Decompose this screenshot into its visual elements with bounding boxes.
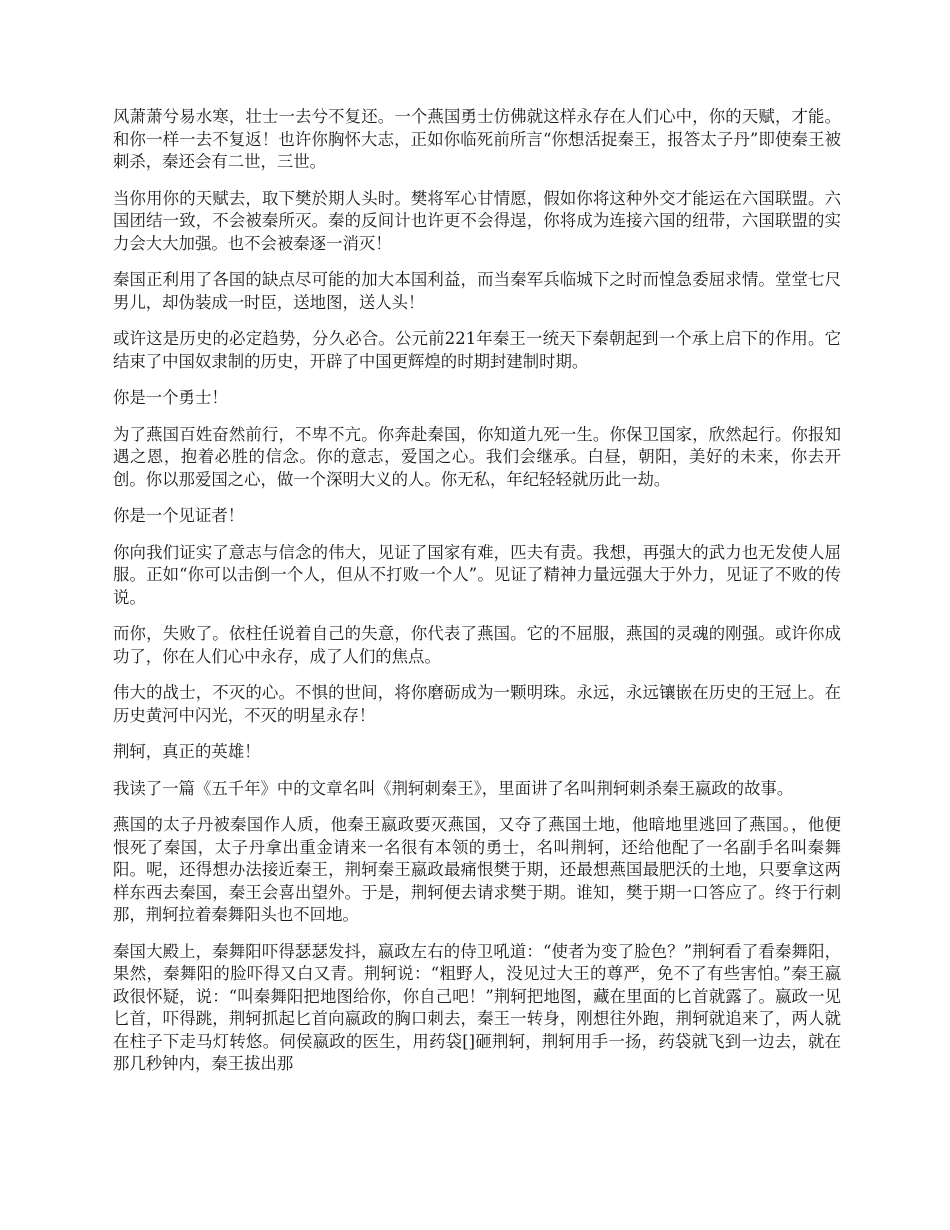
paragraph-6: 为了燕国百姓奋然前行，不卑不亢。你奔赴秦国，你知道九死一生。你保卫国家，欣然起行。你报知遇之恩，抱着必胜的信念。你的意志，爱国之心。我们会继承。白昼，朝阳，美好的未来，你去开创。你以那爱国之心，做一个深明大义的人。你无私，年纪轻轻就历此一劫。 [113,424,841,489]
paragraph-10: 伟大的战士，不灭的心。不惧的世间，将你磨砺成为一颗明珠。永远，永远镶嵌在历史的王冠上。在历史黄河中闪光，不灭的明星永存！ [113,683,841,725]
paragraph-2: 当你用你的天赋去，取下樊於期人头时。樊将军心甘情愿，假如你将这种外交才能运在六国联盟。六国团结一致，不会被秦所灭。秦的反间计也许更不会得逞，你将成为连接六国的纽带，六国联盟的实力会大大加强。也不会被秦逐一消灭！ [113,188,841,253]
document-body [113,106,841,1090]
paragraph-9: 而你，失败了。依柱任说着自己的失意，你代表了燕国。它的不屈服，燕国的灵魂的刚强。或许你成功了，你在人们心中永存，成了人们的焦点。 [113,624,841,666]
paragraph-5: 你是一个勇士！ [113,388,228,407]
paragraph-14: 秦国大殿上，秦舞阳吓得瑟瑟发抖，嬴政左右的侍卫吼道：“使者为变了脸色？”荆轲看了看秦舞阳，果然，秦舞阳的脸吓得又白又青。荆轲说：“粗野人，没见过大王的尊严，免不了有些害怕。”秦王嬴政很怀疑，说：“叫秦舞阳把地图给你，你自己吧！”荆轲把地图，藏在里面的匕首就露了。嬴政一见匕首，吓得跳，荆轲抓起匕首向嬴政的胸口刺去，秦王一转身，刚想往外跑，荆轲就追来了，两人就在柱子下走马灯转悠。伺侯嬴政的医生，用药袋[]砸荆轲，荆轲用手一扬，药袋就飞到一边去，就在那几秒钟内，秦王拔出那 [113,941,841,1073]
paragraph-8: 你向我们证实了意志与信念的伟大，见证了国家有难，匹夫有责。我想，再强大的武力也无发使人屈服。正如“你可以击倒一个人，但从不打败一个人”。见证了精神力量远强大于外力，见证了不败的传说。 [113,542,841,607]
paragraph-11: 荆轲，真正的英雄！ [113,742,261,761]
paragraph-1: 风萧萧兮易水寒，壮士一去兮不复还。一个燕国勇士仿佛就这样永存在人们心中，你的天赋，才能。和你一样一去不复返！也许你胸怀大志，正如你临死前所言“你想活捉秦王，报答太子丹”即使秦王被刺杀，秦还会有二世，三世。 [113,107,841,171]
paragraph-3: 秦国正利用了各国的缺点尽可能的加大本国利益，而当秦军兵临城下之时而惶急委屈求情。堂堂七尺男儿，却伪装成一时臣，送地图，送人头！ [113,270,841,312]
paragraph-4: 或许这是历史的必定趋势，分久必合。公元前221年秦王一统天下秦朝起到一个承上启下的作用。它结束了中国奴隶制的历史，开辟了中国更辉煌的时期封建制时期。 [113,329,841,371]
paragraph-7: 你是一个见证者！ [113,506,245,525]
paragraph-13: 燕国的太子丹被秦国作人质，他秦王嬴政要灭燕国，又夺了燕国土地，他暗地里逃回了燕国。，他便恨死了秦国，太子丹拿出重金请来一名很有本领的勇士，名叫荆轲，还给他配了一名副手名叫秦舞阳。呢，还得想办法接近秦王，荆轲秦王嬴政最痛恨樊于期，还最想燕国最肥沃的土地，只要拿这两样东西去秦国，秦王会喜出望外。于是，荆轲便去请求樊于期。谁知，樊于期一口答应了。终于行刺那，荆轲拉着秦舞阳头也不回地。 [113,815,841,924]
paragraph-12: 我读了一篇《五千年》中的文章名叫《荆轲刺秦王》，里面讲了名叫荆轲刺杀秦王嬴政的故事。 [113,778,794,798]
